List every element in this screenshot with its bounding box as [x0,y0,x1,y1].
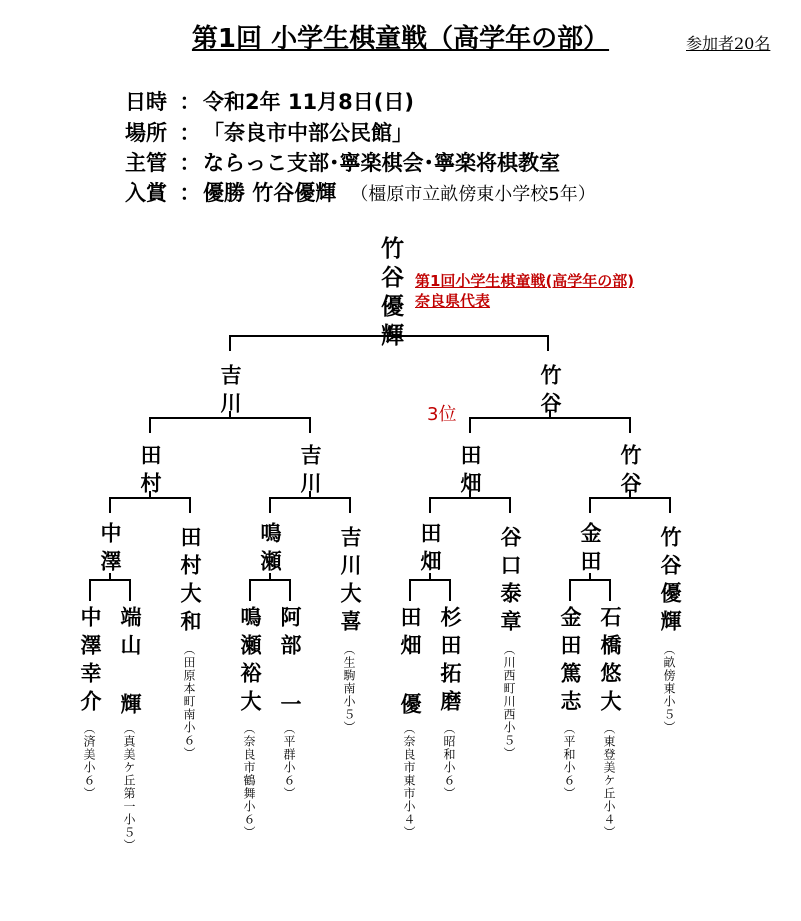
info-organizer-key: 主管 [125,151,167,175]
semifinal-right-name: 竹谷 [538,364,562,420]
participant-count: 参加者20名 [686,34,771,53]
player-school: （東登美ケ丘小４） [602,722,616,839]
player-school: （昭和小６） [442,722,456,800]
quarterfinal-name: 田畑 [458,444,482,500]
quarterfinal-name: 竹谷 [618,444,642,500]
player-school: （平群小６） [282,722,296,800]
round16-name: 田畑 [418,522,442,578]
round16-name: 吉川大喜 [338,526,362,638]
third-place-label: 3位 [427,404,457,425]
player-school: （奈良市鶴舞小６） [242,722,256,839]
info-award-note: （橿原市立畝傍東小学校5年） [350,184,596,205]
info-colon: ： [179,151,201,175]
player-name: 鳴瀬裕大 [238,606,262,718]
player-name: 金田篤志 [558,606,582,718]
round16-school: （川西町川西小５） [502,643,516,760]
info-colon: ： [179,121,201,145]
info-award-value: 優勝 竹谷優輝 [203,181,337,205]
player-school: （済美小６） [82,722,96,800]
round16-name: 田村大和 [178,526,202,638]
info-date-value: 令和2年 11月8日(日) [203,90,414,114]
player-name: 阿部 一 [278,606,302,721]
info-venue-key: 場所 [125,121,167,145]
winner-note [415,271,634,311]
player-name: 中澤幸介 [78,606,102,718]
round16-school: （田原本町南小６） [182,643,196,760]
info-venue-value: 「奈良市中部公民館」 [203,121,413,145]
round16-school: （畝傍東小５） [662,643,676,734]
round16-name: 中澤 [98,522,122,578]
winner-note-line-2: 奈良県代表 [415,292,491,310]
player-school: （平和小６） [562,722,576,800]
quarterfinal-name: 田村 [138,444,162,500]
round16-name: 鳴瀬 [258,522,282,578]
quarterfinal-name: 吉川 [298,444,322,500]
player-school: （真美ケ丘第一小５） [122,722,136,852]
player-name: 田畑 優 [398,606,422,721]
info-date-key: 日時 [125,90,167,114]
info-colon: ： [179,181,201,205]
round16-name: 金田 [578,522,602,578]
player-school: （奈良市東市小４） [402,722,416,839]
winner-note-line-1: 第1回小学生棋童戦(高学年の部) [415,272,635,290]
info-award-key: 入賞 [125,181,167,205]
player-name: 杉田拓磨 [438,606,462,718]
winner-name: 竹谷優輝 [377,236,403,352]
round16-school: （生駒南小５） [342,643,356,734]
round16-name: 谷口泰章 [498,526,522,638]
semifinal-left-name: 吉川 [218,364,242,420]
page-title: 第1回 小学生棋童戦（高学年の部） [191,24,610,54]
player-name: 端山 輝 [118,606,142,721]
info-colon: ： [179,90,201,114]
info-organizer-value: ならっこ支部･寧楽棋会･寧楽将棋教室 [203,151,560,175]
round16-name: 竹谷優輝 [658,526,682,638]
player-name: 石橋悠大 [598,606,622,718]
